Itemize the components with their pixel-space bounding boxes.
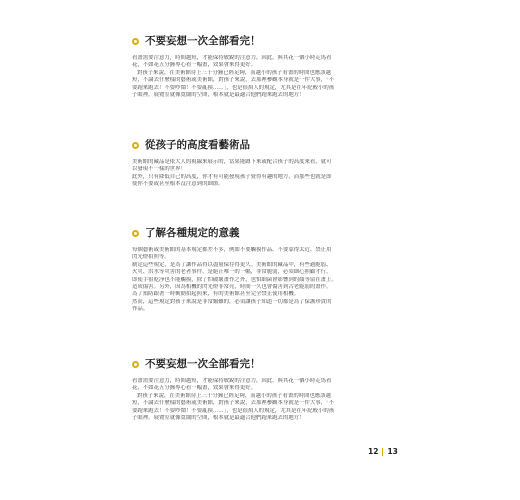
text-line: 美術館的藏品是依大人的視線來展示的，當果能蹲下來或配合孩子的高度來看，就可 [132, 159, 332, 165]
text-line: 此外，只有降低自己的高度，你才有可能發現孩子覺得有趣的地方，而那些也就是即 [132, 173, 332, 180]
circle-bullet-icon [132, 38, 139, 45]
section-heading [132, 138, 386, 152]
circle-bullet-icon [132, 230, 139, 237]
left-page-number: 12 [368, 447, 379, 456]
section-heading [132, 226, 386, 240]
text-line: 每個藝術或美術館的基本規定都差不多，例如不要觸摸作品、不要靠得太近、禁止用 [132, 247, 332, 253]
text-line: 制定這些規定，是為了讓作品得以盡量保存得更久。美術館的藏品中，有些過脆弱、 [132, 261, 332, 268]
text-line: 要跑來跑去！不要吵鬧！不要亂摸……」，也是很煩人的規定，尤其是在年紀較小的孩 [132, 84, 335, 91]
text-line: 看畫需要注意力，時間越短，才能保持敏銳的注意力，因此，與其花一個小時走馬看 [132, 55, 332, 61]
section-heading [132, 34, 386, 48]
text-line: 花，不如花五分鐘專心看一幅畫，效果會來得更好。 [132, 62, 256, 69]
text-line: 使你不要或甚至根本沒注意到的細節。 [132, 181, 224, 188]
paragraph [132, 159, 386, 189]
text-line: 看畫需要注意力，時間越短，才能保持敏銳的注意力，因此，與其花一個小時走馬看 [132, 378, 332, 384]
section-4 [132, 357, 386, 422]
text-line: 子眼裡，展覽室就像寬闊的空間，根本就是最適合他們跑來跑去的地方！ [132, 414, 305, 421]
circle-bullet-icon [132, 142, 139, 149]
section-2 [132, 138, 386, 189]
text-line: 作品。 [132, 306, 149, 313]
text-line: 短，不論去什麼樣的藝術或美術館，對孩子來說，去那裡參觀本身就是一件大事，「不 [132, 400, 335, 407]
page-numbers [368, 447, 398, 456]
section-heading [132, 357, 386, 371]
paragraph [132, 378, 386, 422]
text-line: 為了預防跟著一時衝動拍起照來，有的美術館甚至完全禁止使用相機。 [132, 291, 300, 298]
text-line: 短，不論去什麼樣的藝術或美術館，對孩子來說，去那裡參觀本身就是一件大事，「不 [132, 77, 335, 84]
circle-bullet-icon [132, 361, 139, 368]
text-line: 對孩子來說，在美術館待上三十分鐘已經足夠，而越小的孩子看畫的時間也應該越 [137, 69, 332, 76]
heading-text: 了解各種規定的意義 [145, 227, 240, 239]
text-line: 造成傷害。另外，因為相機的閃光燈非常亮，時間一久也會傷害到古老脆弱的畫作。 [132, 283, 332, 290]
heading-text: 不要妄想一次全部看完！ [145, 35, 261, 47]
paragraph [132, 55, 386, 99]
text-line: 以發現不一樣的世界！ [132, 166, 186, 173]
heading-text: 不要妄想一次全部看完！ [145, 358, 261, 370]
text-line: 閃光燈拍照等。 [132, 254, 170, 261]
text-line: 然而，這些規定對孩子來說是非常艱難的，必須讓孩子知道一切都是為了保護珍貴的 [132, 298, 332, 305]
right-page-number: 13 [387, 447, 398, 456]
section-3 [132, 226, 386, 314]
paragraph [132, 247, 386, 314]
text-line: 對孩子來說，在美術館待上三十分鐘已經足夠，而越小的孩子看畫的時間也應該越 [137, 392, 332, 399]
text-line: 要跑來跑去！不要吵鬧！不要亂摸……」，也是很煩人的規定，尤其是在年紀較小的孩 [132, 407, 335, 414]
section-1 [132, 34, 386, 99]
page-divider [382, 448, 383, 456]
text-line: 花，不如花五分鐘專心看一幅畫，效果會來得更好。 [132, 385, 256, 392]
text-line: 即使手很乾淨也不能觸摸，除了怕破壞畫作之外，也怕細菌會影響到的顏等留在畫上。 [132, 276, 337, 283]
heading-text: 從孩子的高度看藝術品 [145, 139, 250, 151]
text-line: 子眼裡，展覽室就像寬闊的空間，根本就是最適合他們跑來跑去的地方！ [132, 91, 305, 98]
text-line: 火災、洪水等災害的老者事件，是絕止唯一的一幅，非常脆弱，必須細心照顧才行。 [132, 269, 332, 276]
